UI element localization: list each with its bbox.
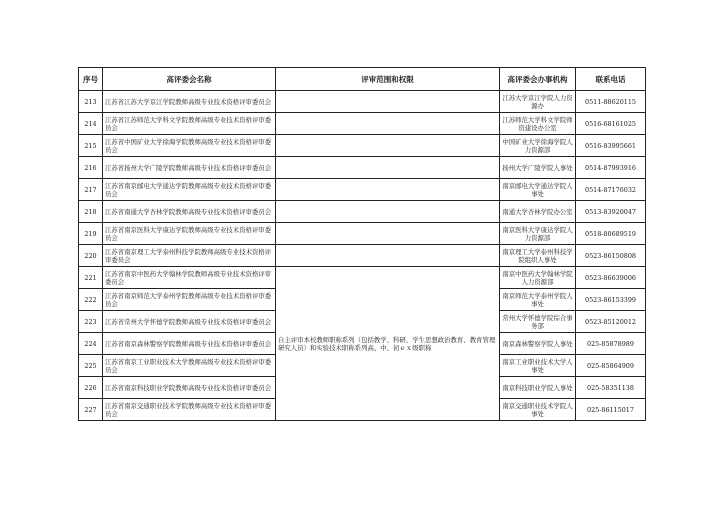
table-row: [79, 245, 646, 267]
header-phone: 联系电话: [576, 68, 646, 91]
row-serial-number: 217: [79, 179, 103, 201]
row-office: 常州大学怀德学院综合事务部: [500, 311, 576, 333]
row-office: 南通大学杏林学院办公室: [500, 201, 576, 223]
row-serial-number: 226: [79, 377, 103, 399]
table-header: [79, 68, 646, 91]
row-serial-number: 220: [79, 245, 103, 267]
row-scope-empty: [276, 245, 500, 267]
table-body: [79, 91, 646, 421]
row-committee-name: 江苏省南京交通职业技术学院教师高级专业技术资格评审委员会: [103, 399, 276, 421]
row-office: 南京中医药大学翰林学院人力资源部: [500, 267, 576, 289]
row-office: 江苏师范大学科文学院师资建设办公室: [500, 113, 576, 135]
row-committee-name: 江苏省南京师范大学泰州学院教师高级专业技术资格评审委员会: [103, 289, 276, 311]
row-phone: 0511-88620115: [576, 91, 646, 113]
row-office: 南京师范大学泰州学院人事处: [500, 289, 576, 311]
row-serial-number: 221: [79, 267, 103, 289]
header-row: [79, 68, 646, 91]
row-office: 中国矿业大学徐海学院人力资源部: [500, 135, 576, 157]
scope-description: 自主评审本校教师职称系列（包括教学、科研、学生思想政治教育、教育管理研究人员）和实验技术职称系列高、中、初ｅｘ级职称: [276, 267, 500, 421]
table-row: [79, 91, 646, 113]
row-office: 南京森林警察学院人事处: [500, 333, 576, 355]
row-serial-number: 213: [79, 91, 103, 113]
row-committee-name: 江苏省南京理工大学泰州科技学院教师高级专业技术资格评审委员会: [103, 245, 276, 267]
table-row: [79, 113, 646, 135]
table-row: [79, 201, 646, 223]
row-serial-number: 218: [79, 201, 103, 223]
header-serial-number: 序号: [79, 68, 103, 91]
row-serial-number: 216: [79, 157, 103, 179]
row-scope-empty: [276, 223, 500, 245]
row-phone: 025-86115017: [576, 399, 646, 421]
row-office: 南京邮电大学通达学院人事处: [500, 179, 576, 201]
row-phone: 0514-87993916: [576, 157, 646, 179]
table-row: [79, 179, 646, 201]
row-committee-name: 江苏省南京工业职业技术大学教师高级专业技术资格评审委员会: [103, 355, 276, 377]
row-committee-name: 江苏省南京医科大学康达学院教师高级专业技术资格评审委员会: [103, 223, 276, 245]
row-phone: 0513-83920047: [576, 201, 646, 223]
row-serial-number: 224: [79, 333, 103, 355]
row-phone: 025-85878989: [576, 333, 646, 355]
row-office: 南京工业职业技术大学人事处: [500, 355, 576, 377]
row-committee-name: 江苏省南京中医药大学翰林学院教师高级专业技术资格评审委员会: [103, 267, 276, 289]
table-row: [79, 223, 646, 245]
row-serial-number: 222: [79, 289, 103, 311]
row-phone: 0523-86150808: [576, 245, 646, 267]
row-phone: 025-58351138: [576, 377, 646, 399]
row-serial-number: 223: [79, 311, 103, 333]
row-serial-number: 225: [79, 355, 103, 377]
row-phone: 0516-83995661: [576, 135, 646, 157]
row-phone: 0518-80689519: [576, 223, 646, 245]
row-phone: 0516-68161025: [576, 113, 646, 135]
row-committee-name: 江苏省南通大学杏林学院教师高级专业技术资格评审委员会: [103, 201, 276, 223]
row-phone: 0523-85120012: [576, 311, 646, 333]
header-office: 高评委会办事机构: [500, 68, 576, 91]
row-phone: 0514-87176032: [576, 179, 646, 201]
row-office: 扬州大学广陵学院人事处: [500, 157, 576, 179]
header-scope: 评审范围和权限: [276, 68, 500, 91]
committee-table: [78, 67, 646, 421]
row-scope-empty: [276, 135, 500, 157]
header-committee-name: 高评委会名称: [103, 68, 276, 91]
row-committee-name: 江苏省扬州大学广陵学院教师高级专业技术资格评审委员会: [103, 157, 276, 179]
row-committee-name: 江苏省江苏大学京江学院教师高级专业技术资格评审委员会: [103, 91, 276, 113]
row-phone: 0523-86639006: [576, 267, 646, 289]
row-serial-number: 219: [79, 223, 103, 245]
table-row: [79, 157, 646, 179]
row-office: 南京交通职业技术学院人事处: [500, 399, 576, 421]
row-office: 南京理工大学泰州科技学院组织人事处: [500, 245, 576, 267]
row-committee-name: 江苏省南京科技职业学院教师高级专业技术资格评审委员会: [103, 377, 276, 399]
row-scope-empty: [276, 113, 500, 135]
row-scope-empty: [276, 179, 500, 201]
row-scope-empty: [276, 201, 500, 223]
row-scope-empty: [276, 157, 500, 179]
table-row: [79, 135, 646, 157]
row-scope-empty: [276, 91, 500, 113]
row-phone: 0523-86153399: [576, 289, 646, 311]
row-phone: 025-85864909: [576, 355, 646, 377]
table-row: [79, 267, 646, 289]
row-office: 江苏大学京江学院人力资源办: [500, 91, 576, 113]
row-committee-name: 江苏省中国矿业大学徐海学院教师高级专业技术资格评审委员会: [103, 135, 276, 157]
row-committee-name: 江苏省常州大学怀德学院教师高级专业技术资格评审委员会: [103, 311, 276, 333]
row-office: 南京医科大学康达学院人力资源部: [500, 223, 576, 245]
row-serial-number: 214: [79, 113, 103, 135]
row-serial-number: 215: [79, 135, 103, 157]
row-committee-name: 江苏省南京邮电大学通达学院教师高级专业技术资格评审委员会: [103, 179, 276, 201]
row-committee-name: 江苏省江苏师范大学科文学院教师高级专业技术资格评审委员会: [103, 113, 276, 135]
row-serial-number: 227: [79, 399, 103, 421]
row-committee-name: 江苏省南京森林警察学院教师高级专业技术资格评审委员会: [103, 333, 276, 355]
row-office: 南京科技职业学院人事处: [500, 377, 576, 399]
